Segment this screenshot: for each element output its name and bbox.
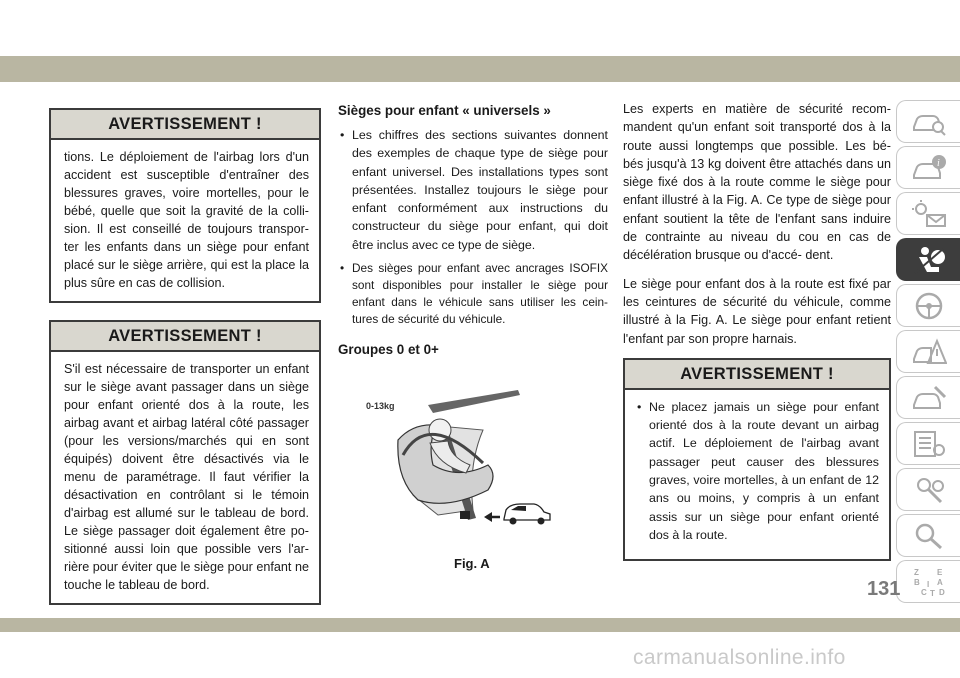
car-search-icon [911, 107, 947, 137]
svg-text:D: D [938, 587, 945, 597]
warning-box [49, 320, 321, 605]
warning-text: tions. Le déploiement de l'airbag lors d'un accident est susceptible d'entraîner des blessures graves, voire mortelles, pour le bébé, quelle que soit la gravité de la colli- sion. Il est conseillé de toujours transpor- ter les enfants dans un siège pour enfant placé sur le siège arrière, qui est la place la plus sûre en cas de collision. [64, 150, 309, 290]
right-column [623, 100, 891, 578]
paragraph: Le siège pour enfant dos à la route est fixé par les ceintures de sécurité du véhicule, comme illustré à la Fig. A. Le siège pour enfant retient l'enfant par son propre harnais. [623, 276, 891, 346]
svg-text:B: B [913, 577, 920, 587]
svg-text:T: T [929, 588, 935, 597]
page-number: 131 [867, 578, 901, 600]
figure-caption: Fig. A [454, 556, 490, 571]
section-heading: Sièges pour enfant « universels » [338, 103, 551, 118]
figure-weight-label: 0-13kg [366, 401, 395, 411]
tab-servicing[interactable] [896, 376, 960, 419]
warning-heading: AVERTISSEMENT ! [625, 360, 889, 390]
alphabet-index-icon [911, 567, 947, 597]
svg-text:Z: Z [913, 567, 919, 577]
warning-text [625, 390, 889, 559]
list-item: • Ne placez jamais un siège pour enfant orienté dos à la route devant un airbag actif. Le déploiement de l'airbag avant passager peut causer des blessures graves, voire mortelles, à un enfant de 12 ans ou moins, y compris à un enfant assis sur un siège pour enfant orienté dos à la route. [635, 398, 879, 544]
tab-search[interactable] [896, 514, 960, 557]
watermark: carmanualsonline.info [633, 646, 846, 669]
tab-emergency[interactable] [896, 330, 960, 373]
airbag-seat-icon [911, 245, 947, 275]
top-band [0, 56, 960, 82]
child-seat-illustration [358, 385, 558, 535]
tab-specifications[interactable] [896, 422, 960, 465]
checklist-icon [911, 429, 947, 459]
svg-text:i: i [936, 157, 940, 169]
svg-text:C: C [920, 587, 927, 597]
tab-multimedia[interactable] [896, 468, 960, 511]
warning-heading: AVERTISSEMENT ! [51, 322, 319, 352]
svg-text:E: E [936, 567, 942, 577]
svg-text:A: A [936, 577, 943, 587]
magnifier-icon [911, 521, 947, 551]
warning-heading: AVERTISSEMENT ! [51, 110, 319, 140]
wrench-gear-icon [911, 475, 947, 505]
tab-driving[interactable] [896, 284, 960, 327]
warning-text: S'il est nécessaire de transporter un enfant sur le siège avant passager dans un siège pour enfant orienté dos à la route, les airbag avant et airbag latéral côté passager (pour les versions/marchés qui en sont équipés) doivent être désactivés via le menu de paramétrage. Il faut vérifier la désactivation en contrôlant si le témoin d'airbag est allumé sur le tableau de bord. Le siège passager doit également être po- sitionné aussi loin que possible vers l'ar- rière pour éviter que le siège pour enfant ne touche le tableau de bord. [64, 362, 309, 592]
chapter-tabs [896, 100, 960, 606]
car-warning-icon [911, 337, 947, 367]
list-item: • Les chiffres des sections suivantes donnent des exemples de chaque type de siège pour enfant universel. Des installations types sont présentées. Installez toujours le siège pour enfant conformément aux instructions du constructeur du siège pour enfant, qui doit être inclus avec ce type de siège. [338, 126, 608, 254]
figure-a [358, 385, 558, 535]
warning-box [623, 358, 891, 561]
svg-text:I: I [926, 579, 929, 589]
warning-light-icon [911, 199, 947, 229]
car-info-icon [911, 153, 947, 183]
group-heading: Groupes 0 et 0+ [338, 342, 439, 358]
tab-index[interactable] [896, 560, 960, 603]
tab-warning-lights[interactable] [896, 192, 960, 235]
tab-car-info[interactable] [896, 146, 960, 189]
steering-wheel-icon [911, 291, 947, 321]
warning-box [49, 108, 321, 303]
bullet-list [338, 126, 608, 328]
middle-column [338, 100, 608, 365]
car-wrench-icon [911, 383, 947, 413]
tab-safety[interactable] [896, 238, 960, 281]
list-item: • Des sièges pour enfant avec ancrages ISOFIX sont disponibles pour installer le siège pour enfant dans le véhicule sans utiliser les cein- tures de sécurité du véhicule. [338, 260, 608, 328]
car-icon [504, 504, 550, 525]
left-column [49, 108, 321, 622]
paragraph: Les experts en matière de sécurité recom- mandent qu'un enfant soit transporté dos à la route aussi longtemps que possible. Les bé- bés jusqu'à 13 kg doivent être attachés dans un siège fixé dos à la route comme le siège pour enfant illustré à la Fig. A. Ce type de siège pour enfant soutient la tête de l'enfant sans induire de contrainte au niveau du cou en cas de décélération brusque ou d'accé- dent. [623, 102, 891, 263]
tab-car-search[interactable] [896, 100, 960, 143]
